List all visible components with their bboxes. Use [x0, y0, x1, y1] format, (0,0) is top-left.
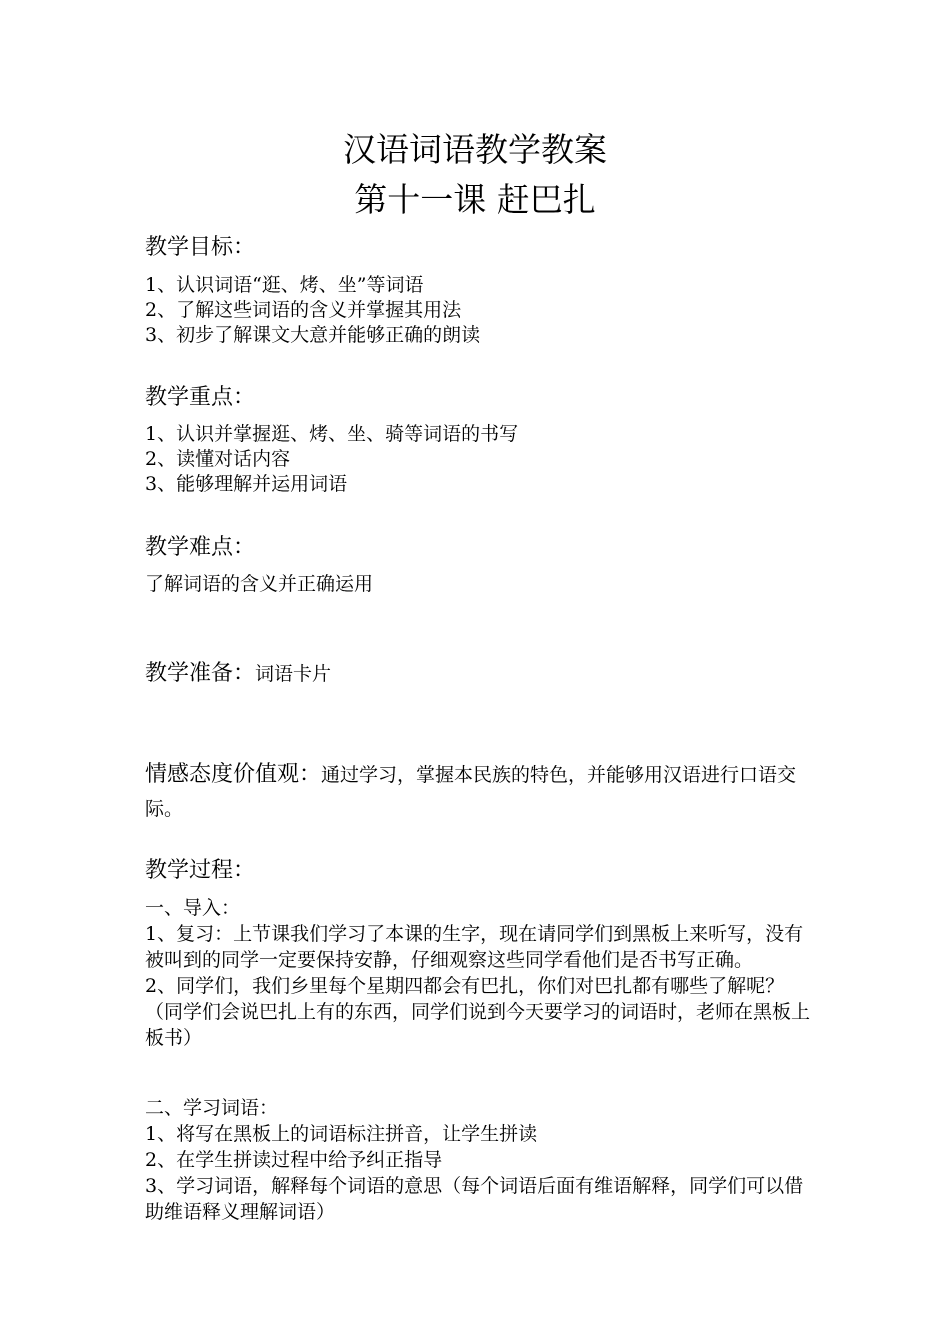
list-item: 3、能够理解并运用词语 — [145, 473, 348, 495]
process-vocab — [145, 1095, 810, 1225]
difficulties-heading: 教学难点： — [145, 535, 256, 560]
list-item: 1、复习：上节课我们学习了本课的生字，现在请同学们到黑板上来听写，没有被叫到的同学一定要保持安静，仔细观察这些同学看他们是否书写正确。 — [145, 923, 804, 971]
objectives-list — [145, 273, 810, 348]
process-heading: 教学过程： — [145, 858, 256, 883]
document-title: 汉语词语教学教案 — [343, 130, 607, 169]
list-item: 1、认识词语“逛、烤、坐”等词语 — [145, 274, 424, 296]
list-item: 1、认识并掌握逛、烤、坐、骑等词语的书写 — [145, 423, 519, 445]
key-points-heading: 教学重点： — [145, 385, 256, 410]
list-item: 2、了解这些词语的含义并掌握其用法 — [145, 299, 462, 321]
list-item: 2、在学生拼读过程中给予纠正指导 — [145, 1149, 443, 1171]
list-item: 3、学习词语，解释每个词语的意思（每个词语后面有维语解释，同学们可以借助维语释义理解词语） — [145, 1175, 804, 1223]
difficulties-text: 了解词语的含义并正确运用 — [145, 573, 374, 595]
list-item: 2、读懂对话内容 — [145, 448, 291, 470]
section-title: 一、导入： — [145, 897, 241, 919]
lesson-title: 第十一课 赶巴扎 — [354, 180, 596, 219]
emotion-block — [145, 758, 810, 826]
preparation-heading: 教学准备： — [145, 661, 256, 686]
list-item: 3、初步了解课文大意并能够正确的朗读 — [145, 324, 481, 346]
list-item: 2、同学们，我们乡里每个星期四都会有巴扎，你们对巴扎都有哪些了解呢？（同学们会说巴扎上有的东西，同学们说到今天要学习的词语时，老师在黑板上板书） — [145, 975, 811, 1049]
emotion-text: 通过学习，掌握本民族的特色，并能够用汉语进行口语交际。 — [145, 764, 797, 820]
section-title: 二、学习词语： — [145, 1097, 279, 1119]
emotion-heading: 情感态度价值观： — [145, 762, 322, 787]
objectives-heading: 教学目标： — [145, 235, 256, 260]
preparation-text: 词语卡片 — [255, 663, 332, 685]
process-intro — [145, 895, 810, 1051]
list-item: 1、将写在黑板上的词语标注拼音，让学生拼读 — [145, 1123, 538, 1145]
preparation-row — [145, 660, 331, 688]
key-points-list — [145, 422, 810, 497]
